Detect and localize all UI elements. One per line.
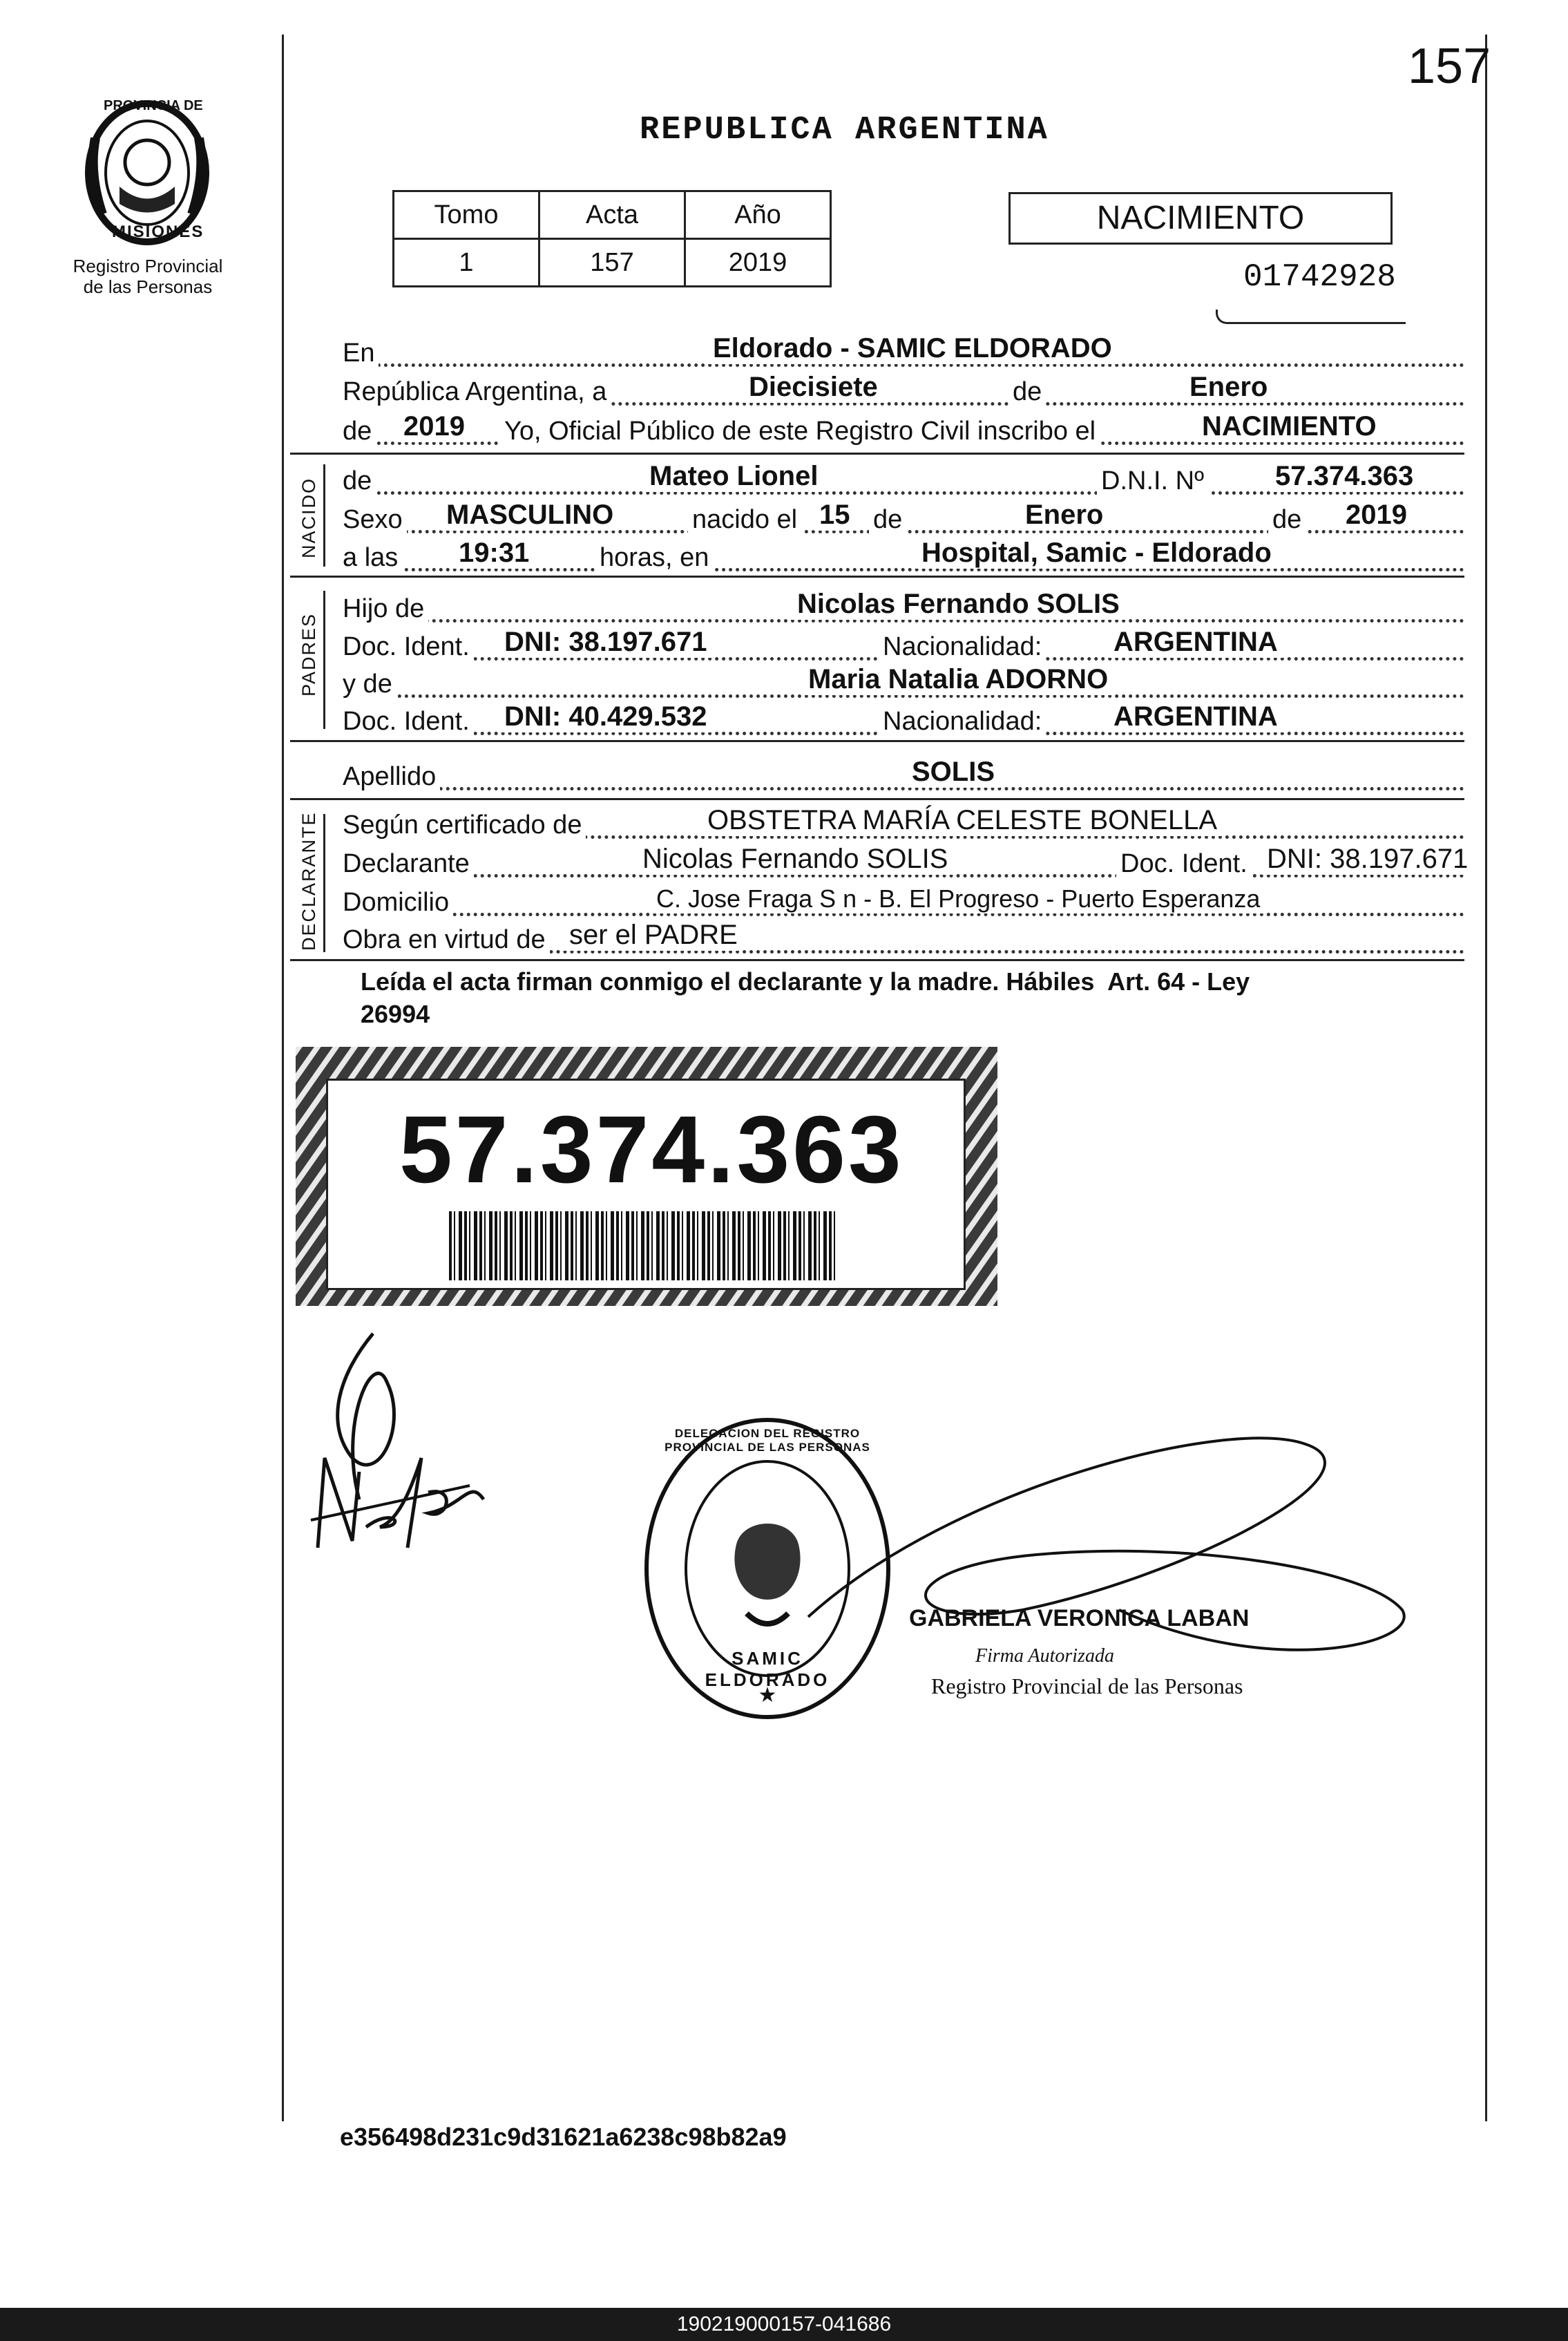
y-de-label: y de	[343, 670, 396, 699]
hora-label: a las	[343, 543, 402, 573]
logo-caption-line1: Registro Provincial	[73, 256, 223, 276]
serial-underline	[1216, 310, 1406, 324]
tomo-value: 1	[394, 239, 539, 287]
anio-header: Año	[685, 191, 831, 239]
dni-sticker	[296, 1047, 997, 1306]
madre-nombre: Maria Natalia ADORNO	[803, 664, 1113, 695]
padre-nac: ARGENTINA	[1108, 627, 1283, 658]
obra-row	[343, 920, 1464, 958]
anio-value: 2019	[685, 239, 831, 287]
stamp-ring-text: DELEGACION DEL REGISTRO PROVINCIAL DE LAS PERSONAS	[665, 1427, 870, 1454]
logo-caption-line2: de las Personas	[83, 276, 213, 297]
nacido-lugar: Hospital, Samic - Eldorado	[916, 538, 1277, 569]
sexo-label: Sexo	[343, 505, 407, 535]
declarante-bracket	[323, 814, 325, 952]
padre-doc-row	[343, 627, 1464, 665]
closing-line-1: Leída el acta firman conmigo el declarante y la madre. Hábiles Art. 64 - Ley	[361, 967, 1250, 996]
mother-signature	[297, 1320, 504, 1575]
nacido-hora-row	[343, 538, 1464, 576]
lugar-row	[343, 334, 1464, 371]
signer-org: Registro Provincial de las Personas	[931, 1674, 1243, 1698]
certificado-value: OBSTETRA MARÍA CELESTE BONELLA	[702, 805, 1223, 836]
nacido-mes: Enero	[1020, 500, 1109, 531]
padre-nombre: Nicolas Fernando SOLIS	[792, 589, 1125, 620]
signer-name: GABRIELA VERONICA LABAN	[909, 1605, 1250, 1631]
nacido-dia: 15	[814, 500, 856, 531]
page-number: 157	[1408, 39, 1491, 94]
madre-nac: ARGENTINA	[1108, 701, 1283, 732]
nacido-el-label: nacido el	[688, 505, 801, 535]
divider-4	[290, 798, 1464, 800]
apellido-value: SOLIS	[906, 757, 1000, 788]
left-margin-line	[282, 35, 284, 2121]
divider-2	[290, 576, 1464, 578]
fecha-de-label: de	[1008, 377, 1046, 407]
nacido-sexo-row	[343, 500, 1464, 538]
seal-text-top: PROVINCIA DE	[104, 98, 203, 113]
footer-bar	[0, 2308, 1568, 2341]
declarante-section-label: DECLARANTE	[298, 811, 319, 951]
sexo-value: MASCULINO	[441, 500, 619, 531]
stamp-inner-text: SAMIC ELDORADO	[705, 1648, 830, 1690]
lugar-label: En	[343, 339, 379, 368]
horas-en-label: horas, en	[595, 543, 713, 573]
apellido-row	[343, 757, 1464, 795]
dni-barcode	[449, 1211, 836, 1280]
declarante-row	[343, 844, 1469, 882]
nacido-de2-label: de	[869, 505, 906, 535]
declarante-doc-label: Doc. Ident.	[1116, 849, 1252, 879]
hora-value: 19:31	[453, 538, 535, 569]
nacido-bracket	[323, 464, 325, 567]
padre-doc-label: Doc. Ident.	[343, 632, 474, 662]
nacido-dni-label: D.N.I. Nº	[1097, 466, 1208, 496]
acta-header: Acta	[539, 191, 685, 239]
nacido-nombre-row	[343, 462, 1464, 499]
inscripcion-tipo: NACIMIENTO	[1196, 411, 1382, 442]
page-title: REPUBLICA ARGENTINA	[640, 112, 1049, 149]
fecha-row	[343, 372, 1464, 410]
madre-doc-row	[343, 702, 1464, 739]
fecha-pais-label: República Argentina, a	[343, 377, 611, 407]
obra-label: Obra en virtud de	[343, 925, 550, 955]
footer-code: 190219000157-041686	[676, 2313, 892, 2335]
right-margin-line	[1485, 35, 1487, 2121]
apellido-label: Apellido	[343, 762, 440, 792]
padres-section-label: PADRES	[298, 612, 319, 696]
fecha-dia: Diecisiete	[743, 372, 883, 403]
nacido-de3-label: de	[1268, 505, 1306, 535]
nacido-de-label: de	[343, 466, 376, 496]
divider-1	[290, 453, 1464, 455]
padre-nac-label: Nacionalidad:	[879, 632, 1046, 662]
dni-sticker-number: 57.374.363	[399, 1097, 904, 1203]
padre-doc: DNI: 38.197.671	[499, 627, 713, 658]
inscripcion-de-label: de	[343, 417, 376, 446]
madre-doc: DNI: 40.429.532	[499, 701, 713, 732]
padre-row	[343, 589, 1464, 627]
lugar-value: Eldorado - SAMIC ELDORADO	[707, 333, 1118, 364]
nacido-section-label: NACIDO	[298, 477, 319, 558]
madre-doc-label: Doc. Ident.	[343, 707, 474, 737]
divider-3	[290, 740, 1464, 742]
inscripcion-anio: 2019	[398, 411, 470, 442]
domicilio-label: Domicilio	[343, 888, 453, 918]
seal-text-bottom: MISIONES	[112, 222, 204, 241]
nacido-dni: 57.374.363	[1270, 461, 1419, 492]
serial-number: 01742928	[1243, 259, 1396, 295]
tomo-header: Tomo	[394, 191, 539, 239]
declarante-doc: DNI: 38.197.671	[1261, 844, 1473, 875]
record-type-box	[1008, 192, 1393, 245]
divider-5	[290, 959, 1464, 961]
certificado-label: Según certificado de	[343, 811, 586, 840]
nacido-nombre: Mateo Lionel	[644, 461, 823, 492]
obra-value: ser el PADRE	[564, 920, 743, 951]
acta-value: 157	[539, 239, 685, 287]
declarante-nombre: Nicolas Fernando SOLIS	[637, 844, 953, 875]
inscripcion-text: Yo, Oficial Público de este Registro Civil inscribo el	[500, 417, 1100, 446]
svg-text:★: ★	[758, 1684, 777, 1707]
madre-row	[343, 665, 1464, 702]
signer-role: Firma Autorizada	[975, 1645, 1114, 1667]
record-type-label: NACIMIENTO	[1096, 200, 1305, 236]
record-table	[392, 190, 832, 287]
domicilio-value: C. Jose Fraga S n - B. El Progreso - Puerto Esperanza	[651, 884, 1265, 913]
domicilio-row	[343, 883, 1464, 920]
padres-bracket	[323, 591, 325, 729]
fecha-mes: Enero	[1184, 372, 1273, 403]
closing-line-2: 26994	[361, 1000, 430, 1028]
certificado-row	[343, 806, 1464, 843]
nacido-anio: 2019	[1340, 500, 1413, 531]
hijo-de-label: Hijo de	[343, 594, 428, 624]
madre-nac-label: Nacionalidad:	[879, 707, 1046, 737]
declarante-label: Declarante	[343, 849, 474, 879]
inscripcion-row	[343, 412, 1464, 449]
document-hash: e356498d231c9d31621a6238c98b82a9	[340, 2123, 787, 2151]
